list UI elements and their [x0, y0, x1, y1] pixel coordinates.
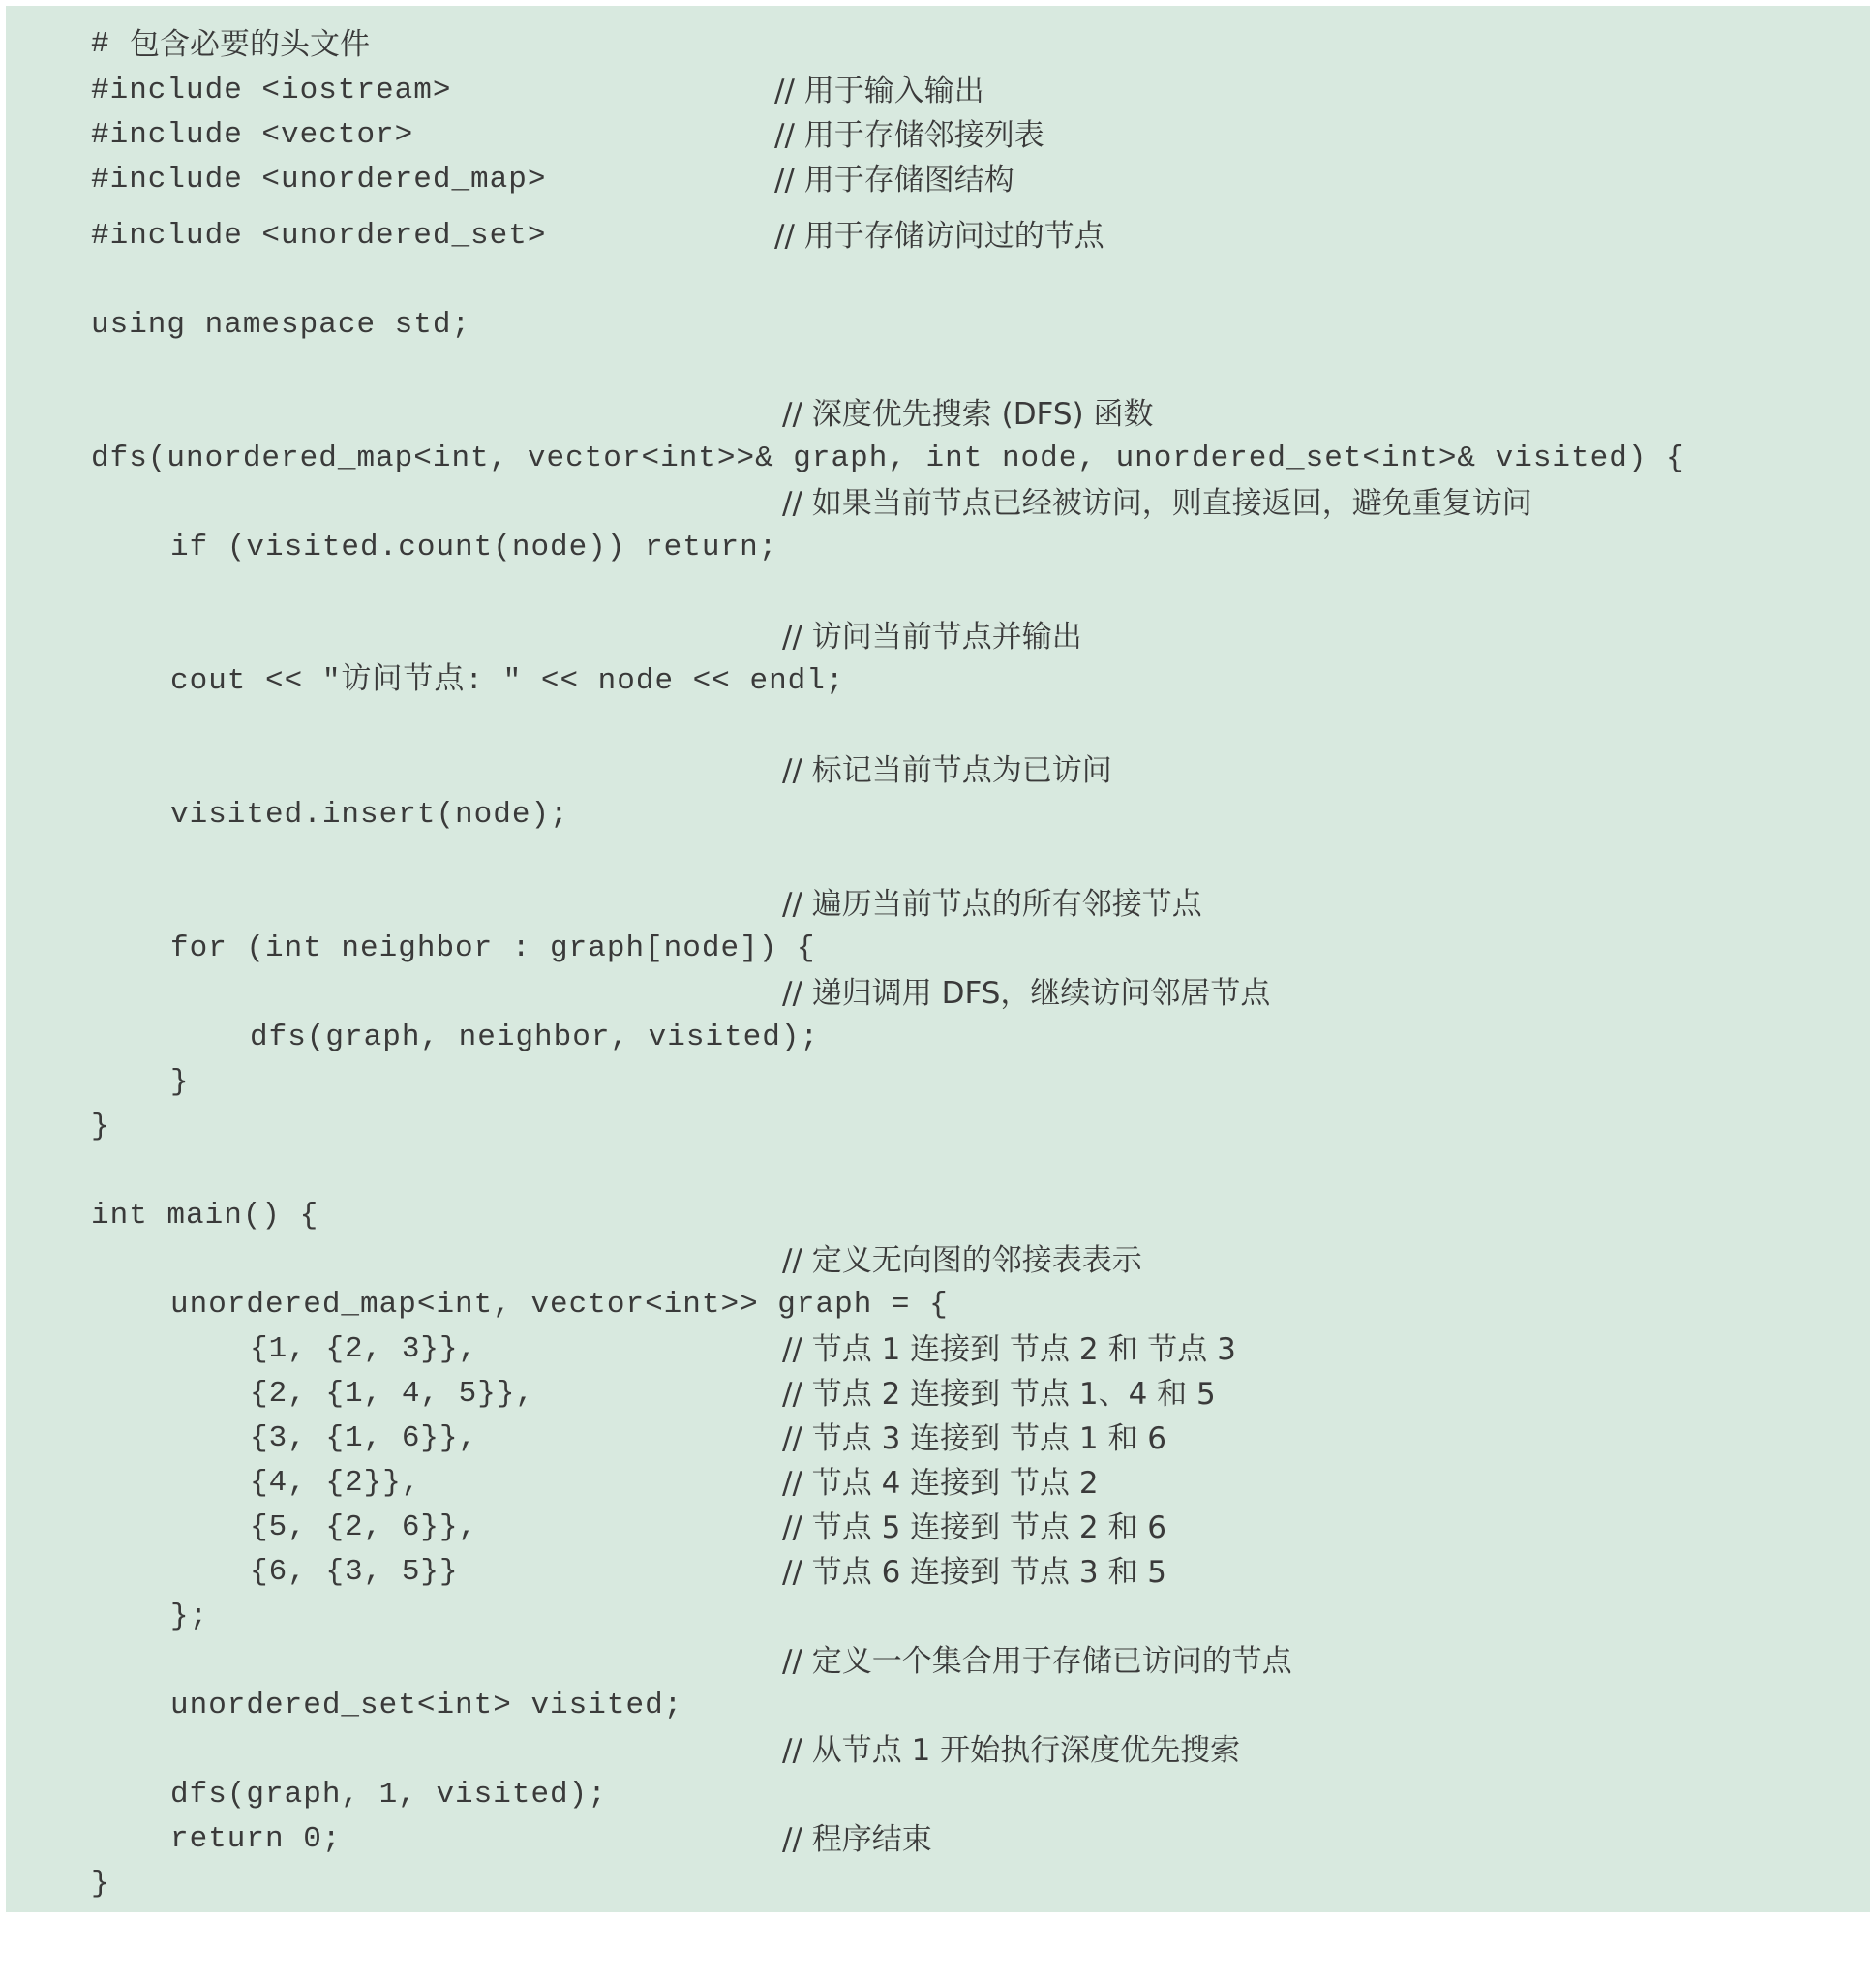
code-text: #include <unordered_set>	[91, 219, 547, 253]
code-line	[6, 1375, 1870, 1414]
code-line	[6, 1598, 1870, 1636]
code-text: if (visited.count(node)) return;	[170, 531, 778, 564]
comment-text: // 节点 5 连接到 节点 2 和 6	[782, 1510, 1167, 1545]
comment-text: // 用于存储图结构	[774, 163, 1014, 198]
code-text: }	[91, 1867, 110, 1901]
comment-text: // 节点 4 连接到 节点 2	[782, 1466, 1099, 1501]
code-text: {4, {2}},	[250, 1466, 421, 1500]
code-line	[6, 1419, 1870, 1458]
code-line	[6, 751, 1870, 790]
code-line	[6, 395, 1870, 434]
code-text: #include <vector>	[91, 118, 414, 152]
comment-text: // 程序结束	[782, 1822, 932, 1857]
code-line	[6, 1286, 1870, 1325]
code-text: dfs(graph, neighbor, visited);	[250, 1021, 820, 1054]
code-line	[6, 618, 1870, 656]
code-text: dfs(unordered_map<int, vector<int>>& graph, int node, unordered_set<int>& visited) {	[91, 442, 1685, 475]
code-line	[6, 1687, 1870, 1725]
code-line	[6, 484, 1870, 523]
code-line	[6, 885, 1870, 924]
comment-text: // 如果当前节点已经被访问，则直接返回，避免重复访问	[782, 486, 1532, 521]
comment-text: 包含必要的头文件	[130, 27, 370, 62]
code-text: cout << "访问节点: " << node << endl;	[170, 664, 845, 698]
code-text: unordered_set<int> visited;	[170, 1689, 683, 1722]
code-text: return 0;	[170, 1822, 342, 1856]
code-line	[6, 1731, 1870, 1770]
code-text: }	[91, 1110, 110, 1143]
code-line	[6, 116, 1870, 155]
code-line	[6, 529, 1870, 567]
code-listing	[6, 6, 1870, 1912]
code-line	[6, 1108, 1870, 1146]
comment-text: // 标记当前节点为已访问	[782, 753, 1112, 788]
code-line	[6, 1464, 1870, 1503]
code-line	[6, 1509, 1870, 1547]
comment-text: // 节点 6 连接到 节点 3 和 5	[782, 1555, 1167, 1590]
code-line	[6, 72, 1870, 110]
comment-text: // 定义一个集合用于存储已访问的节点	[782, 1644, 1292, 1679]
code-line	[6, 662, 1870, 701]
code-line	[6, 217, 1870, 256]
code-line	[6, 1820, 1870, 1859]
code-text: int main() {	[91, 1199, 319, 1233]
comment-text: // 节点 3 连接到 节点 1 和 6	[782, 1421, 1167, 1456]
code-text: #include <unordered_map>	[91, 163, 547, 197]
code-text: {5, {2, 6}},	[250, 1510, 478, 1544]
code-text: using namespace std;	[91, 308, 471, 342]
code-text: {3, {1, 6}},	[250, 1421, 478, 1455]
comment-text: // 节点 2 连接到 节点 1、4 和 5	[782, 1377, 1216, 1412]
comment-text: // 递归调用 DFS，继续访问邻居节点	[782, 976, 1271, 1011]
code-line	[6, 1865, 1870, 1904]
code-text: };	[170, 1600, 209, 1633]
comment-text: // 用于存储访问过的节点	[774, 219, 1104, 254]
code-line	[6, 1019, 1870, 1057]
comment-text: // 用于存储邻接列表	[774, 118, 1044, 153]
code-text: unordered_map<int, vector<int>> graph = {	[170, 1288, 949, 1322]
code-line	[6, 161, 1870, 199]
comment-text: // 深度优先搜索 (DFS) 函数	[782, 397, 1154, 432]
code-text: #	[91, 27, 110, 61]
code-text: {1, {2, 3}},	[250, 1332, 478, 1366]
code-text: #include <iostream>	[91, 74, 452, 107]
code-line	[6, 1553, 1870, 1592]
code-text: for (int neighbor : graph[node]) {	[170, 931, 816, 965]
code-line	[6, 440, 1870, 478]
code-line	[6, 930, 1870, 968]
code-line	[6, 306, 1870, 345]
comment-text: // 定义无向图的邻接表表示	[782, 1243, 1142, 1278]
code-text: {2, {1, 4, 5}},	[250, 1377, 535, 1411]
code-text: {6, {3, 5}}	[250, 1555, 459, 1589]
code-line	[6, 1197, 1870, 1235]
comment-text: // 访问当前节点并输出	[782, 620, 1082, 655]
comment-text: // 节点 1 连接到 节点 2 和 节点 3	[782, 1332, 1236, 1367]
code-text: visited.insert(node);	[170, 798, 569, 832]
code-line	[6, 974, 1870, 1013]
code-line	[6, 1063, 1870, 1102]
code-line	[6, 1642, 1870, 1681]
comment-text: // 从节点 1 开始执行深度优先搜索	[782, 1733, 1241, 1768]
comment-text: // 用于输入输出	[774, 74, 984, 108]
code-line	[6, 25, 1870, 64]
code-line	[6, 796, 1870, 835]
code-line	[6, 1330, 1870, 1369]
code-text: }	[170, 1065, 190, 1099]
comment-text: // 遍历当前节点的所有邻接节点	[782, 887, 1202, 922]
code-line	[6, 1241, 1870, 1280]
code-line	[6, 1776, 1870, 1814]
code-text: dfs(graph, 1, visited);	[170, 1778, 607, 1812]
